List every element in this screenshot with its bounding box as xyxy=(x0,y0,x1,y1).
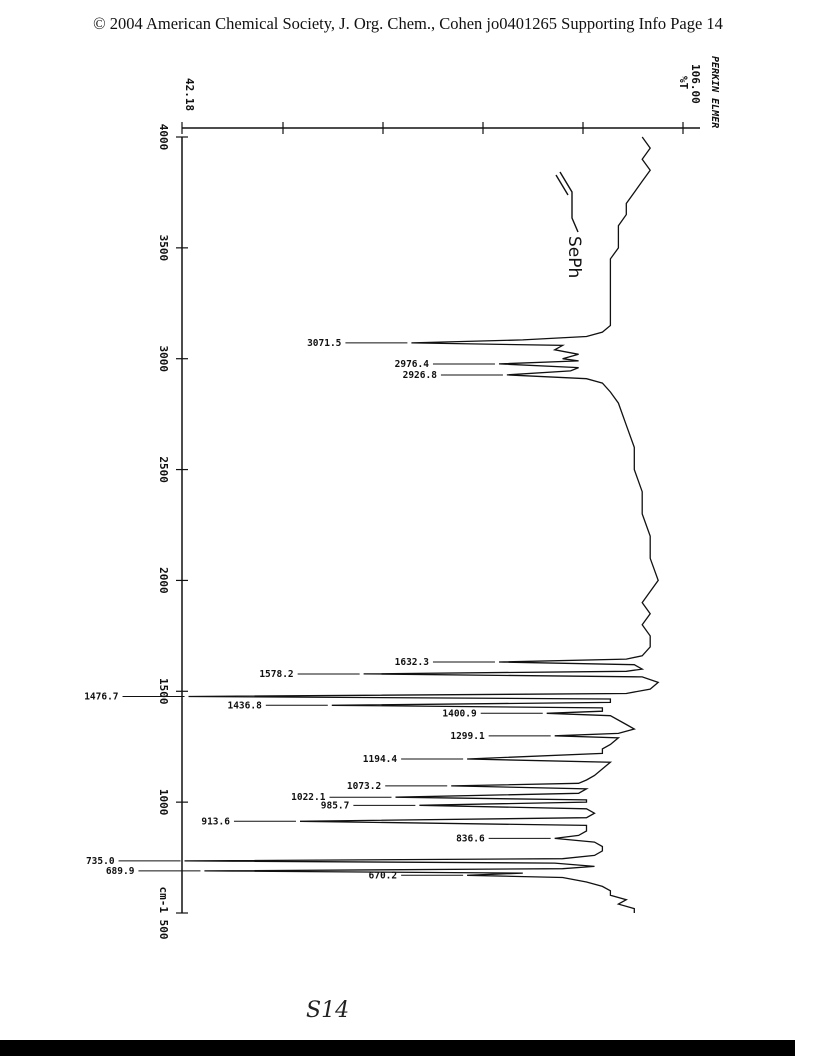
peak-labels xyxy=(84,338,550,881)
wavenumber-tick-label: 1500 xyxy=(157,678,170,705)
instrument-label: PERKIN ELMER xyxy=(709,56,720,129)
peak-label: 1476.7 xyxy=(84,691,119,703)
wavenumber-tick-label: 3500 xyxy=(157,234,170,262)
wavenumber-tick-label: 1000 xyxy=(157,788,170,816)
peak-label: 913.6 xyxy=(201,816,230,828)
wavenumber-tick-label: 4000 xyxy=(157,123,170,151)
peak-label: 689.9 xyxy=(105,865,135,877)
peak-label: 2976.4 xyxy=(394,358,429,370)
peak-label: 1632.3 xyxy=(394,656,429,668)
bottom-scan-bar xyxy=(0,1040,795,1056)
ylim-min-label: 42.18 xyxy=(183,78,196,112)
peak-label: 1194.4 xyxy=(362,754,398,766)
ylim-max-label: 106.00 xyxy=(689,64,702,104)
peak-label: 1299.1 xyxy=(450,730,485,742)
peak-label: 1022.1 xyxy=(291,792,326,804)
double-bond xyxy=(556,175,568,195)
peak-label: 836.6 xyxy=(456,833,485,845)
peak-label: 1073.2 xyxy=(346,780,382,792)
peak-label: 670.2 xyxy=(368,870,398,882)
wavenumber-tick-label: cm-1 500 xyxy=(157,886,170,940)
sePh-label: SePh xyxy=(564,236,584,279)
structure-annotation xyxy=(556,172,584,278)
peak-label: 3071.5 xyxy=(307,337,342,349)
wavenumber-tick-label: 2000 xyxy=(157,567,170,594)
chart-ticks xyxy=(157,56,720,939)
peak-label: 985.7 xyxy=(320,800,350,812)
wavenumber-tick-label: 3000 xyxy=(157,345,170,372)
chart-axes xyxy=(182,128,700,913)
page-number: S14 xyxy=(306,998,350,1023)
peak-label: 1400.9 xyxy=(442,708,477,720)
allyl-bond xyxy=(560,172,578,232)
peak-label: 735.0 xyxy=(85,855,115,867)
wavenumber-tick-label: 2500 xyxy=(157,456,170,483)
peak-label: 1578.2 xyxy=(259,668,294,680)
ylabel: %T xyxy=(677,76,690,90)
peak-label: 1436.8 xyxy=(227,700,262,712)
page-header: © 2004 American Chemical Society, J. Org. Chem., Cohen jo0401265 Supporting Info Page 14 xyxy=(93,14,723,33)
peak-label: 2926.8 xyxy=(402,369,437,381)
spectrum-line xyxy=(185,137,659,913)
